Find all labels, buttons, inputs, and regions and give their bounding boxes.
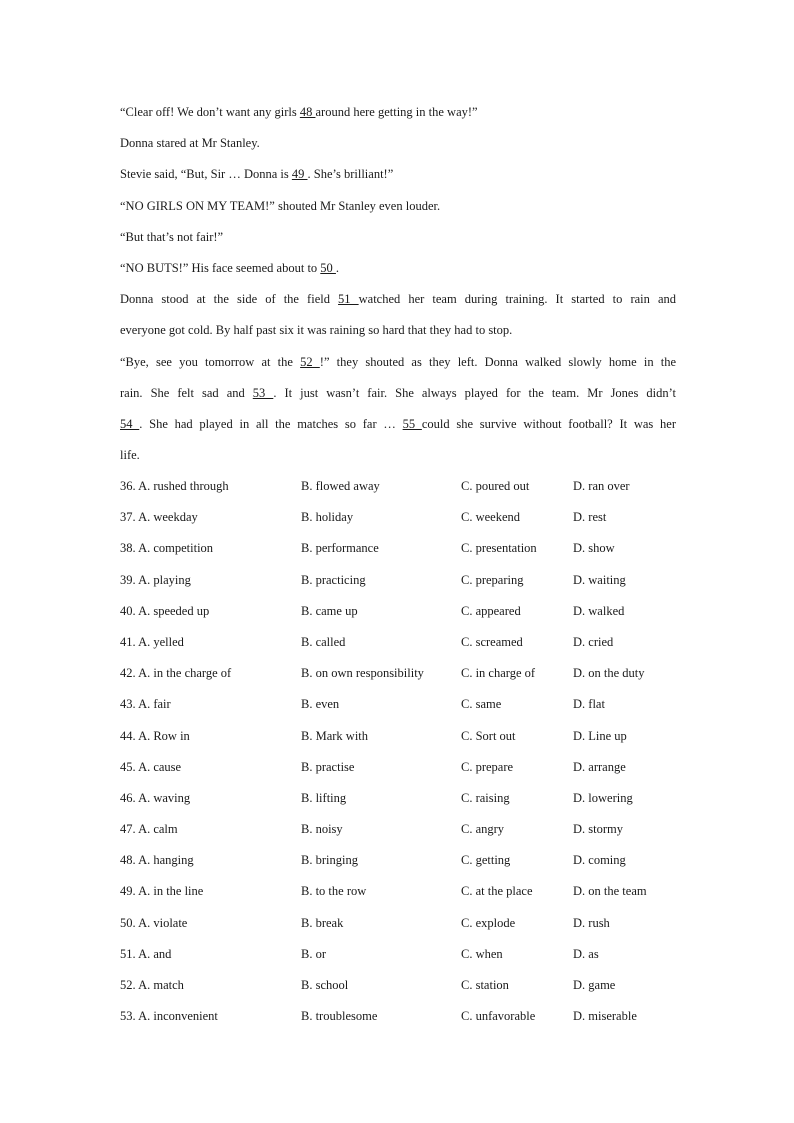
option-text: A. cause — [138, 759, 182, 774]
question-row — [120, 756, 676, 787]
option-text: D. rush — [573, 915, 610, 930]
option-b — [301, 787, 346, 809]
option-a — [120, 880, 203, 902]
option-d — [573, 725, 627, 747]
passage-line — [120, 101, 676, 132]
question-number: 50. — [120, 915, 136, 930]
option-text: B. bringing — [301, 853, 358, 868]
blank-number: 49 — [291, 167, 308, 182]
passage-text: life. — [120, 448, 140, 463]
option-text: C. angry — [461, 822, 505, 837]
option-d — [573, 1005, 637, 1027]
option-c — [461, 849, 510, 871]
question-row — [120, 849, 676, 880]
option-text: B. school — [301, 978, 349, 992]
option-a — [120, 787, 190, 809]
question-row — [120, 912, 676, 943]
blank-number: 50 — [320, 260, 336, 275]
option-d — [573, 880, 647, 902]
question-row — [120, 662, 676, 693]
passage-text: !” they shouted as they left. Donna walked slowly home in the — [319, 354, 677, 369]
option-b — [301, 600, 358, 622]
option-d — [573, 912, 610, 934]
option-text: D. arrange — [573, 759, 626, 774]
option-text: D. rest — [573, 510, 607, 525]
option-a — [120, 974, 184, 996]
option-text: D. waiting — [573, 572, 626, 587]
option-text: C. poured out — [461, 479, 530, 493]
option-text: D. lowering — [573, 790, 633, 805]
question-row — [120, 693, 676, 724]
option-a — [120, 569, 191, 591]
passage-line — [120, 444, 676, 475]
passage-line — [120, 382, 676, 413]
option-text: B. even — [301, 697, 340, 712]
option-text: C. weekend — [461, 510, 521, 525]
question-row — [120, 1005, 676, 1036]
option-text: C. appeared — [461, 603, 521, 618]
question-number: 36. — [120, 479, 136, 493]
passage-text: Stevie said, “But, Sir … Donna is — [120, 167, 292, 182]
option-d — [573, 974, 615, 996]
option-d — [573, 600, 624, 622]
option-text: D. miserable — [573, 1009, 637, 1024]
blank-number: 52 — [300, 354, 320, 369]
option-b — [301, 818, 343, 840]
option-c — [461, 725, 516, 747]
option-b — [301, 631, 345, 653]
option-d — [573, 849, 626, 871]
option-text: D. ran over — [573, 479, 630, 493]
option-d — [573, 631, 613, 653]
passage-text: everyone got cold. By half past six it was raining so hard that they had to stop. — [120, 323, 513, 338]
option-text: B. performance — [301, 541, 379, 556]
option-b — [301, 756, 354, 778]
question-number: 46. — [120, 790, 136, 805]
option-c — [461, 787, 510, 809]
option-text: D. as — [573, 946, 599, 961]
option-d — [573, 787, 633, 809]
question-row — [120, 725, 676, 756]
option-text: A. in the charge of — [138, 666, 232, 681]
option-text: B. practise — [301, 759, 355, 774]
option-text: B. called — [301, 634, 346, 649]
question-row — [120, 475, 676, 506]
blank-number: 53 — [252, 385, 274, 400]
option-text: B. on own responsibility — [301, 666, 424, 681]
passage-line — [120, 226, 676, 257]
passage-text: . — [335, 260, 340, 275]
passage-text: “NO BUTS!” His face seemed about to — [120, 260, 321, 275]
option-c — [461, 818, 504, 840]
question-number: 45. — [120, 759, 136, 774]
option-text: A. violate — [138, 915, 188, 930]
option-text: A. speeded up — [138, 603, 210, 618]
option-text: A. hanging — [138, 853, 194, 868]
option-text: A. match — [138, 978, 184, 992]
passage-text: . It just wasn’t fair. She always played for the team. Mr Jones didn’t — [273, 385, 677, 400]
option-c — [461, 693, 501, 715]
passage-text: Donna stared at Mr Stanley. — [120, 136, 260, 151]
option-a — [120, 818, 178, 840]
option-c — [461, 569, 523, 591]
option-text: A. yelled — [138, 634, 184, 649]
option-text: A. calm — [138, 822, 178, 837]
blank-number: 51 — [338, 292, 359, 307]
passage-line — [120, 288, 676, 319]
option-c — [461, 756, 513, 778]
question-number: 38. — [120, 541, 136, 556]
option-b — [301, 912, 343, 934]
option-c — [461, 974, 509, 996]
question-number: 47. — [120, 822, 136, 837]
question-number: 37. — [120, 510, 136, 525]
option-b — [301, 569, 366, 591]
passage-text: Donna stood at the side of the field — [120, 292, 339, 307]
passage-line — [120, 163, 676, 194]
passage-text: watched her team during training. It started to rain and — [358, 292, 677, 307]
option-a — [120, 849, 194, 871]
option-text: B. practicing — [301, 572, 366, 587]
option-text: B. Mark with — [301, 728, 369, 743]
option-text: C. raising — [461, 790, 510, 805]
passage-line — [120, 257, 676, 288]
option-text: C. screamed — [461, 634, 523, 649]
option-c — [461, 475, 529, 497]
option-d — [573, 662, 645, 684]
option-d — [573, 756, 626, 778]
option-text: C. presentation — [461, 541, 537, 556]
option-text: C. preparing — [461, 572, 524, 587]
blank-number: 54 — [120, 416, 140, 431]
question-number: 49. — [120, 884, 136, 899]
option-a — [120, 1005, 218, 1027]
blank-number: 48 — [299, 105, 316, 119]
question-row — [120, 506, 676, 537]
option-text: B. break — [301, 915, 344, 930]
option-c — [461, 631, 523, 653]
option-text: A. playing — [138, 572, 191, 587]
passage-line — [120, 319, 676, 350]
option-b — [301, 537, 379, 559]
passage-line — [120, 413, 676, 444]
option-c — [461, 600, 521, 622]
option-text: A. waving — [138, 790, 191, 805]
passage-text: “But that’s not fair!” — [120, 229, 224, 244]
passage-text: “NO GIRLS ON MY TEAM!” shouted Mr Stanley even louder. — [120, 198, 441, 213]
option-text: D. on the duty — [573, 666, 645, 681]
question-number: 44. — [120, 728, 136, 743]
option-text: D. coming — [573, 853, 626, 868]
option-a — [120, 912, 187, 934]
option-c — [461, 506, 520, 528]
option-a — [120, 693, 171, 715]
passage-text: “Clear off! We don’t want any girls — [120, 105, 300, 119]
option-text: B. came up — [301, 603, 358, 618]
option-b — [301, 725, 368, 747]
option-c — [461, 1005, 535, 1027]
question-row — [120, 631, 676, 662]
passage-text: around here getting in the way!” — [315, 105, 478, 119]
option-text: C. explode — [461, 915, 516, 930]
option-text: C. unfavorable — [461, 1009, 536, 1024]
option-b — [301, 849, 358, 871]
option-d — [573, 475, 630, 497]
option-text: A. inconvenient — [138, 1009, 218, 1024]
option-b — [301, 880, 366, 902]
option-text: C. when — [461, 946, 503, 961]
question-row — [120, 569, 676, 600]
option-c — [461, 880, 533, 902]
option-text: D. walked — [573, 603, 625, 618]
option-text: A. rushed through — [138, 479, 229, 493]
passage-line — [120, 351, 676, 382]
question-number: 51. — [120, 946, 136, 961]
option-b — [301, 943, 326, 965]
question-number: 40. — [120, 603, 136, 618]
option-text: D. game — [573, 978, 616, 992]
option-c — [461, 943, 503, 965]
option-text: B. to the row — [301, 884, 367, 899]
option-a — [120, 725, 190, 747]
option-text: B. flowed away — [301, 479, 380, 493]
option-text: A. weekday — [138, 510, 198, 525]
passage-text: . She’s brilliant!” — [307, 167, 394, 182]
option-c — [461, 662, 535, 684]
option-text: C. Sort out — [461, 728, 516, 743]
option-b — [301, 1005, 377, 1027]
option-d — [573, 537, 615, 559]
option-text: A. and — [138, 946, 172, 961]
passage-text: rain. She felt sad and — [120, 385, 253, 400]
option-a — [120, 475, 229, 497]
option-text: C. at the place — [461, 884, 533, 899]
option-text: B. noisy — [301, 822, 343, 837]
question-number: 53. — [120, 1009, 136, 1024]
option-text: B. or — [301, 946, 326, 961]
option-b — [301, 693, 339, 715]
option-b — [301, 475, 380, 497]
cloze-passage — [120, 101, 676, 475]
question-row — [120, 600, 676, 631]
option-text: D. flat — [573, 697, 605, 712]
option-text: D. Line up — [573, 728, 627, 743]
passage-line — [120, 195, 676, 226]
passage-text: “Bye, see you tomorrow at the — [120, 354, 301, 369]
option-d — [573, 693, 605, 715]
question-row — [120, 787, 676, 818]
option-c — [461, 537, 537, 559]
option-text: D. show — [573, 541, 615, 556]
option-d — [573, 506, 606, 528]
question-number: 52. — [120, 978, 136, 992]
option-a — [120, 662, 231, 684]
option-text: C. station — [461, 978, 509, 992]
question-number: 43. — [120, 697, 136, 712]
question-row — [120, 537, 676, 568]
option-text: C. prepare — [461, 759, 514, 774]
option-text: D. cried — [573, 634, 614, 649]
option-b — [301, 506, 353, 528]
option-text: A. competition — [138, 541, 214, 556]
option-b — [301, 974, 348, 996]
option-text: D. stormy — [573, 822, 623, 837]
option-text: C. getting — [461, 853, 511, 868]
option-a — [120, 756, 181, 778]
question-row — [120, 818, 676, 849]
blank-number: 55 — [402, 416, 422, 431]
passage-text: could she survive without football? It was her — [421, 416, 676, 431]
option-text: D. on the team — [573, 884, 647, 899]
passage-line — [120, 132, 676, 163]
question-number: 41. — [120, 634, 136, 649]
passage-text: . She had played in all the matches so far … — [139, 416, 403, 431]
option-a — [120, 537, 213, 559]
option-text: B. lifting — [301, 790, 347, 805]
question-number: 39. — [120, 572, 136, 587]
option-text: C. same — [461, 697, 502, 712]
option-d — [573, 818, 623, 840]
question-number: 42. — [120, 666, 136, 681]
option-text: A. fair — [138, 697, 171, 712]
option-c — [461, 912, 515, 934]
question-number: 48. — [120, 853, 136, 868]
question-row — [120, 880, 676, 911]
option-text: A. in the line — [138, 884, 204, 899]
option-a — [120, 600, 209, 622]
option-a — [120, 631, 184, 653]
option-text: B. troublesome — [301, 1009, 378, 1024]
question-row — [120, 974, 676, 1005]
option-text: C. in charge of — [461, 666, 536, 681]
question-row — [120, 943, 676, 974]
option-b — [301, 662, 424, 684]
option-a — [120, 943, 171, 965]
option-a — [120, 506, 198, 528]
option-text: A. Row in — [138, 728, 190, 743]
option-d — [573, 943, 599, 965]
option-d — [573, 569, 626, 591]
answer-options-list — [120, 475, 676, 1036]
option-text: B. holiday — [301, 510, 354, 525]
